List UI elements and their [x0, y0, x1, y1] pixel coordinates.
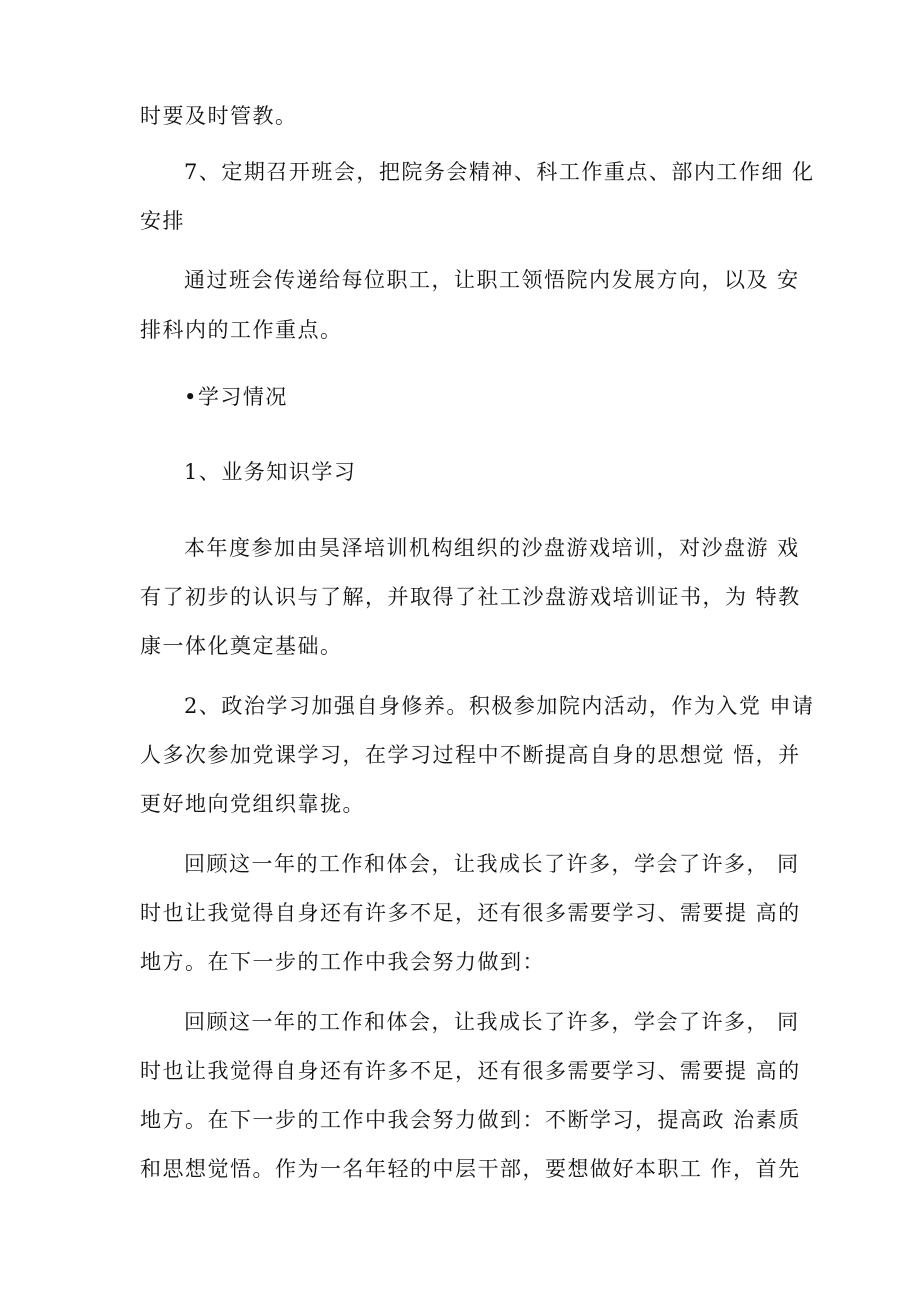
text-line: 有了初步的认识与了解，并取得了社工沙盘游戏培训证书，为 特教 — [140, 585, 801, 609]
text-line: 康一体化奠定基础。 — [140, 634, 343, 658]
text-line: 地方。在下一步的工作中我会努力做到：不断学习，提高政 治素质 — [140, 1108, 801, 1132]
text-line: 地方。在下一步的工作中我会努力做到： — [140, 950, 545, 974]
text-line: 和思想觉悟。作为一名年轻的中层干部，要想做好本职工 作，首先 — [140, 1157, 801, 1181]
text-line: 更好地向党组织靠拢。 — [140, 792, 365, 816]
section-heading: •学习情况 — [184, 385, 288, 409]
text-line: 本年度参加由昊泽培训机构组织的沙盘游戏培训，对沙盘游 戏 — [184, 536, 800, 560]
text-line: 2、政治学习加强自身修养。积极参加院内活动，作为入党 申请 — [184, 694, 815, 718]
text-line: 安排 — [140, 209, 185, 233]
subsection-heading: 1、业务知识学习 — [184, 460, 357, 484]
text-line: 时也让我觉得自身还有许多不足，还有很多需要学习、需要提 高的 — [140, 901, 801, 925]
text-line: 7、定期召开班会，把院务会精神、科工作重点、部内工作细 化 — [184, 160, 815, 184]
text-line: 通过班会传递给每位职工，让职工领悟院内发展方向，以及 安 — [184, 268, 800, 292]
text-line: 回顾这一年的工作和体会，让我成长了许多，学会了许多， 同 — [184, 1010, 800, 1034]
text-line: 排科内的工作重点。 — [140, 318, 343, 342]
text-line: 回顾这一年的工作和体会，让我成长了许多，学会了许多， 同 — [184, 852, 800, 876]
text-line: 时也让我觉得自身还有许多不足，还有很多需要学习、需要提 高的 — [140, 1059, 801, 1083]
text-line: 人多次参加党课学习，在学习过程中不断提高自身的思想觉 悟，并 — [140, 743, 801, 767]
text-line: 时要及时管教。 — [140, 104, 298, 128]
